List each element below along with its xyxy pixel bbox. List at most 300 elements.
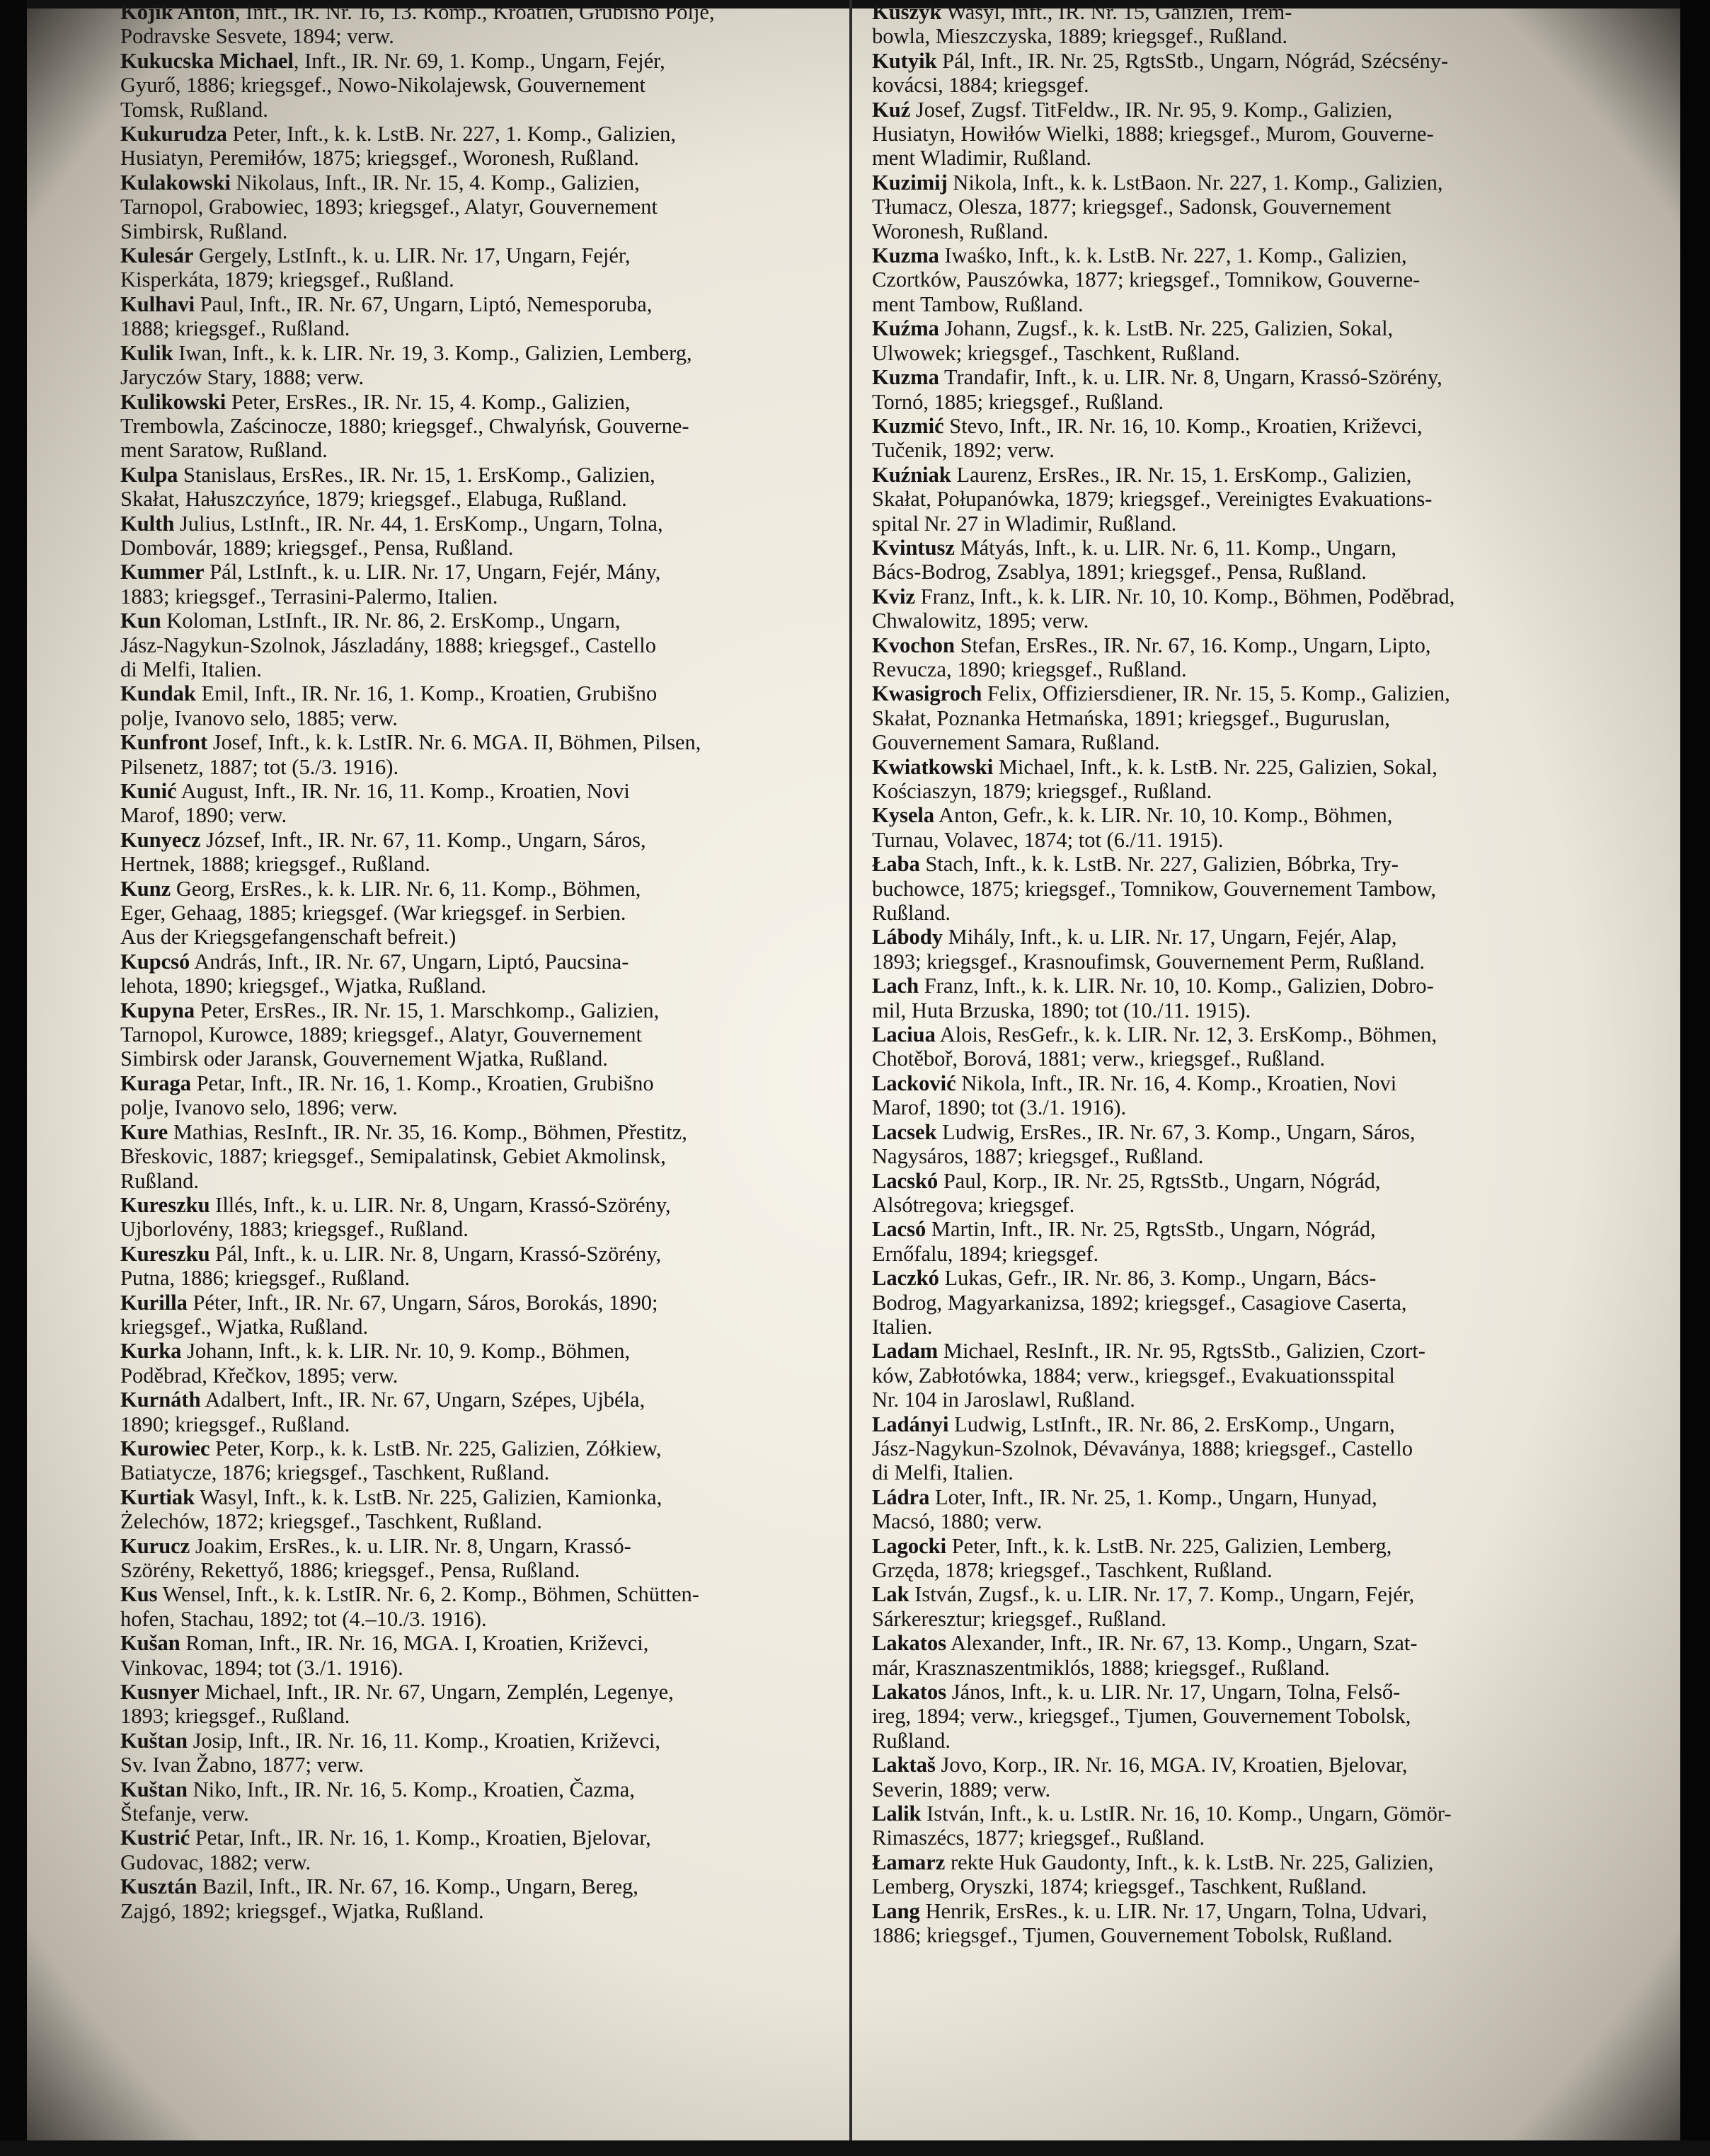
entry-surname: Kundak	[120, 681, 196, 706]
entry-surname: Kusztán	[120, 1874, 197, 1899]
entry-details: Trandafir, Inft., k. u. LIR. Nr. 8, Ungarn, Krassó-Szörény,	[939, 365, 1442, 390]
entry-surname: Kunz	[120, 876, 171, 901]
entry-surname: Kusnyer	[120, 1680, 200, 1705]
entry-details: Stevo, Inft., IR. Nr. 16, 10. Komp., Kroatien, Križevci,	[943, 413, 1423, 438]
entry-surname: Kummer	[120, 560, 205, 584]
entry-surname: Kunfront	[120, 730, 208, 755]
entry-continuation-line: di Melfi, Italien.	[872, 1460, 1014, 1485]
register-entry	[120, 463, 828, 512]
entry-first-line	[872, 1217, 1580, 1242]
entry-continuation-line: Rußland.	[872, 1728, 951, 1753]
entry-continuation-line: Jász-Nagykun-Szolnok, Dévaványa, 1888; kriegsgef., Castello	[872, 1436, 1413, 1460]
entry-surname: Kunyecz	[120, 827, 201, 852]
register-entry	[120, 512, 828, 560]
entry-continuation-line: Hertnek, 1888; kriegsgef., Rußland.	[120, 852, 430, 877]
entry-details: Koloman, LstInft., IR. Nr. 86, 2. ErsKomp., Ungarn,	[161, 609, 621, 633]
entry-first-line	[872, 1582, 1580, 1607]
entry-continuation-line: Nagysáros, 1887; kriegsgef., Rußland.	[872, 1144, 1204, 1169]
entry-continuation-line: 1893; kriegsgef., Rußland.	[120, 1704, 350, 1729]
entry-first-line	[872, 535, 1580, 560]
register-entry	[872, 1339, 1580, 1412]
entry-surname: Laczkó	[872, 1266, 939, 1291]
entry-surname: Kuštan	[120, 1728, 188, 1753]
entry-details: Laurenz, ErsRes., IR. Nr. 15, 1. ErsKomp., Galizien,	[951, 462, 1412, 487]
register-entry	[872, 1582, 1580, 1631]
entry-continuation-line: már, Krasznaszentmiklós, 1888; kriegsgef., Rußland.	[872, 1655, 1330, 1680]
entry-surname: Ládra	[872, 1485, 930, 1509]
entry-surname: Kure	[120, 1119, 168, 1144]
register-entry	[872, 536, 1580, 584]
entry-details: Johann, Zugsf., k. k. LstB. Nr. 225, Galizien, Sokal,	[939, 316, 1394, 341]
entry-details: Peter, ErsRes., IR. Nr. 15, 1. Marschkomp., Galizien,	[195, 998, 660, 1022]
entry-continuation-line: Gouvernement Samara, Rußland.	[872, 730, 1160, 755]
entry-continuation-line: Bács-Bodrog, Zsablya, 1891; kriegsgef., Pensa, Rußland.	[872, 560, 1367, 584]
entry-continuation-line: ment Wladimir, Rußland.	[872, 146, 1091, 171]
entry-first-line	[872, 1339, 1580, 1364]
entry-first-line	[120, 1485, 828, 1509]
entry-details: Josef, Inft., k. k. LstIR. Nr. 6. MGA. II, Böhmen, Pilsen,	[207, 730, 701, 755]
register-entry	[120, 390, 828, 463]
entry-surname: Kurucz	[120, 1533, 190, 1558]
entry-continuation-line: Turnau, Volavec, 1874; tot (6./11. 1915).	[872, 827, 1224, 852]
entry-continuation-line: bowla, Mieszczyska, 1889; kriegsgef., Rußland.	[872, 24, 1287, 49]
entry-details: Josip, Inft., IR. Nr. 16, 11. Komp., Kroatien, Križevci,	[187, 1728, 661, 1753]
entry-surname: Kulesár	[120, 243, 194, 268]
entry-continuation-line: Tarnopol, Kurowce, 1889; kriegsgef., Alatyr, Gouvernement	[120, 1022, 642, 1047]
entry-first-line	[120, 48, 828, 73]
entry-surname: Kureszku	[120, 1192, 210, 1217]
entry-surname: Lacsó	[872, 1217, 926, 1242]
entry-first-line	[872, 48, 1580, 73]
entry-surname: Kulakowski	[120, 170, 231, 195]
entry-details: Lukas, Gefr., IR. Nr. 86, 3. Komp., Ungarn, Bács-	[939, 1266, 1377, 1291]
entry-surname: Kulpa	[120, 462, 178, 487]
register-entry	[120, 1534, 828, 1583]
entry-surname: Kuszyk	[872, 0, 942, 24]
entry-surname: Kukurudza	[120, 122, 227, 146]
entry-surname: Kus	[120, 1582, 158, 1607]
entry-surname: Kulhavi	[120, 292, 195, 316]
register-entry	[872, 1412, 1580, 1485]
entry-surname: Laciua	[872, 1022, 936, 1047]
register-entry	[120, 0, 828, 49]
entry-continuation-line: ireg, 1894; verw., kriegsgef., Tjumen, Gouvernement Tobolsk,	[872, 1704, 1411, 1729]
entry-first-line	[120, 511, 828, 536]
entry-first-line	[872, 170, 1580, 195]
entry-details: Adalbert, Inft., IR. Nr. 67, Ungarn, Szépes, Ujbéla,	[200, 1388, 645, 1412]
entry-continuation-line: Żelechów, 1872; kriegsgef., Taschkent, Rußland.	[120, 1509, 542, 1534]
entry-continuation-line: Marof, 1890; tot (3./1. 1916).	[872, 1095, 1127, 1120]
register-entry	[872, 1631, 1580, 1680]
entry-surname: Kuzma	[872, 243, 939, 268]
entry-details: Stach, Inft., k. k. LstB. Nr. 227, Galizien, Bóbrka, Try-	[919, 852, 1399, 877]
entry-details: István, Inft., k. u. LstIR. Nr. 16, 10. Komp., Ungarn, Gömör-	[921, 1802, 1452, 1826]
entry-first-line	[872, 754, 1580, 779]
entry-details: Péter, Inft., IR. Nr. 67, Ungarn, Sáros, Borokás, 1890;	[187, 1290, 658, 1315]
entry-details: Johann, Inft., k. k. LIR. Nr. 10, 9. Komp., Böhmen,	[181, 1339, 631, 1364]
register-entry	[120, 1071, 828, 1120]
entry-first-line	[120, 1436, 828, 1460]
register-entry	[872, 633, 1580, 682]
entry-first-line	[120, 1874, 828, 1899]
entry-continuation-line: 1890; kriegsgef., Rußland.	[120, 1412, 350, 1436]
register-entry	[872, 1217, 1580, 1266]
register-entry	[120, 1242, 828, 1291]
entry-details: Stefan, ErsRes., IR. Nr. 67, 16. Komp., Ungarn, Lipto,	[954, 633, 1431, 657]
entry-first-line	[872, 1266, 1580, 1291]
entry-first-line	[872, 316, 1580, 341]
entry-continuation-line: Ulwowek; kriegsgef., Taschkent, Rußland.	[872, 340, 1240, 365]
entry-first-line	[872, 1412, 1580, 1436]
entry-first-line	[872, 1071, 1580, 1095]
entry-first-line	[872, 1022, 1580, 1047]
entry-surname: Kulik	[120, 340, 173, 365]
entry-continuation-line: Sv. Ivan Žabno, 1877; verw.	[120, 1753, 365, 1777]
entry-details: Michael, Inft., k. k. LstB. Nr. 225, Galizien, Sokal,	[993, 754, 1438, 779]
entry-continuation-line: Tłumacz, Olesza, 1877; kriegsgef., Sadonsk, Gouvernement	[872, 195, 1391, 219]
entry-first-line	[120, 1388, 828, 1412]
entry-details: Josef, Zugsf. TitFeldw., IR. Nr. 95, 9. Komp., Galizien,	[910, 97, 1393, 122]
entry-first-line	[120, 170, 828, 195]
entry-surname: Kušan	[120, 1631, 180, 1656]
register-entry	[872, 98, 1580, 171]
entry-details: Ludwig, LstInft., IR. Nr. 86, 2. ErsKomp., Ungarn,	[948, 1412, 1395, 1436]
entry-continuation-line: Podravske Sesvete, 1894; verw.	[120, 24, 394, 49]
entry-details: Michael, Inft., IR. Nr. 67, Ungarn, Zemplén, Legenye,	[199, 1680, 674, 1705]
entry-details: Iwaśko, Inft., k. k. LstB. Nr. 227, 1. Komp., Galizien,	[939, 243, 1407, 268]
entry-first-line	[120, 1631, 828, 1656]
register-entry	[120, 1582, 828, 1631]
entry-surname: Kojik Anton	[120, 0, 235, 24]
register-entry	[120, 1193, 828, 1242]
entry-first-line	[120, 1533, 828, 1558]
entry-details: Loter, Inft., IR. Nr. 25, 1. Komp., Ungarn, Hunyad,	[929, 1485, 1377, 1509]
entry-details: Jovo, Korp., IR. Nr. 16, MGA. IV, Kroatien, Bjelovar,	[935, 1753, 1408, 1777]
register-entry	[120, 1777, 828, 1826]
entry-details: Niko, Inft., IR. Nr. 16, 5. Komp., Kroatien, Čazma,	[187, 1777, 635, 1802]
entry-first-line	[872, 1850, 1580, 1874]
entry-continuation-line: Batiatycze, 1876; kriegsgef., Taschkent, Rußland.	[120, 1460, 550, 1485]
entry-surname: Kuzimij	[872, 170, 948, 195]
entry-surname: Kulth	[120, 511, 175, 536]
register-entry	[872, 316, 1580, 365]
entry-surname: Kuźma	[872, 316, 939, 341]
entry-details: Mátyás, Inft., k. u. LIR. Nr. 6, 11. Komp., Ungarn,	[954, 535, 1396, 560]
entry-first-line	[120, 243, 828, 268]
entry-surname: Kwiatkowski	[872, 754, 994, 779]
entry-continuation-line: Tarnopol, Grabowiec, 1893; kriegsgef., Alatyr, Gouvernement	[120, 195, 658, 219]
entry-surname: Kulikowski	[120, 389, 226, 414]
entry-surname: Kwasigroch	[872, 681, 982, 706]
entry-continuation-line: spital Nr. 27 in Wladimir, Rußland.	[872, 511, 1177, 536]
entry-first-line	[120, 998, 828, 1022]
entry-surname: Kukucska Michael	[120, 48, 294, 73]
entry-first-line	[120, 609, 828, 633]
entry-first-line	[120, 389, 828, 414]
entry-continuation-line: Dombovár, 1889; kriegsgef., Pensa, Rußland.	[120, 535, 514, 560]
entry-details: Bazil, Inft., IR. Nr. 67, 16. Komp., Ungarn, Bereg,	[197, 1874, 638, 1899]
entry-continuation-line: kriegsgef., Wjatka, Rußland.	[120, 1314, 369, 1339]
entry-first-line	[872, 584, 1580, 609]
entry-first-line	[872, 1680, 1580, 1705]
entry-surname: Kun	[120, 609, 161, 633]
entry-continuation-line: Gyurő, 1886; kriegsgef., Nowo-Nikolajewsk, Gouvernement	[120, 73, 646, 98]
register-entry	[120, 1291, 828, 1339]
entry-first-line	[872, 97, 1580, 122]
entry-continuation-line: 1886; kriegsgef., Tjumen, Gouvernement Tobolsk, Rußland.	[872, 1923, 1393, 1948]
register-entry	[872, 1850, 1580, 1899]
entry-details: Stanislaus, ErsRes., IR. Nr. 15, 1. ErsKomp., Galizien,	[178, 462, 655, 487]
entry-continuation-line: Ujborlovény, 1883; kriegsgef., Rußland.	[120, 1217, 469, 1242]
entry-first-line	[120, 1582, 828, 1607]
entry-details: Franz, Inft., k. k. LIR. Nr. 10, 10. Komp., Böhmen, Poděbrad,	[915, 584, 1455, 609]
entry-details: Georg, ErsRes., k. k. LIR. Nr. 6, 11. Komp., Böhmen,	[171, 876, 641, 901]
entry-details: Petar, Inft., IR. Nr. 16, 1. Komp., Kroatien, Bjelovar,	[190, 1826, 651, 1850]
entry-surname: Lalik	[872, 1802, 922, 1826]
entry-surname: Kureszku	[120, 1241, 210, 1266]
register-entry	[872, 852, 1580, 925]
register-entry	[872, 1266, 1580, 1339]
entry-details: Joakim, ErsRes., k. u. LIR. Nr. 8, Ungarn, Krassó-	[190, 1533, 631, 1558]
entry-first-line	[872, 462, 1580, 487]
register-entry	[872, 1753, 1580, 1802]
register-entry	[872, 681, 1580, 754]
register-entry	[120, 998, 828, 1071]
entry-surname: Ladam	[872, 1339, 939, 1364]
entry-continuation-line: Alsótregova; kriegsgef.	[872, 1192, 1075, 1217]
entry-surname: Lagocki	[872, 1533, 947, 1558]
entry-surname: Ladányi	[872, 1412, 949, 1436]
entry-continuation-line: Husiatyn, Howiłów Wielki, 1888; kriegsgef., Murom, Gouverne-	[872, 122, 1434, 146]
entry-details: Peter, Inft., k. k. LstB. Nr. 227, 1. Komp., Galizien,	[226, 122, 676, 146]
register-entry	[872, 1534, 1580, 1583]
register-entry	[872, 463, 1580, 536]
entry-details: August, Inft., IR. Nr. 16, 11. Komp., Kroatien, Novi	[176, 779, 630, 803]
entry-details: Anton, Gefr., k. k. LIR. Nr. 10, 10. Komp., Böhmen,	[934, 803, 1393, 828]
entry-continuation-line: Sárkeresztur; kriegsgef., Rußland.	[872, 1606, 1166, 1631]
register-entry	[872, 1169, 1580, 1218]
entry-details: Henrik, ErsRes., k. u. LIR. Nr. 17, Ungarn, Tolna, Udvari,	[919, 1898, 1428, 1923]
entry-details: Julius, LstInft., IR. Nr. 44, 1. ErsKomp., Ungarn, Tolna,	[174, 511, 663, 536]
entry-continuation-line: Lemberg, Oryszki, 1874; kriegsgef., Taschkent, Rußland.	[872, 1874, 1367, 1899]
entry-continuation-line: Tornó, 1885; kriegsgef., Rußland.	[872, 389, 1164, 414]
entry-surname: Kurka	[120, 1339, 182, 1364]
entry-continuation-line: 1888; kriegsgef., Rußland.	[120, 316, 350, 341]
entry-surname: Kunić	[120, 779, 177, 803]
register-entry	[872, 243, 1580, 316]
entry-surname: Kutyik	[872, 48, 937, 73]
entry-first-line	[120, 122, 828, 146]
entry-continuation-line: Eger, Gehaag, 1885; kriegsgef. (War kriegsgef. in Serbien.	[120, 901, 626, 926]
entry-first-line	[872, 1753, 1580, 1777]
entry-continuation-line: Simbirsk oder Jaransk, Gouvernement Wjatka, Rußland.	[120, 1047, 608, 1071]
entry-continuation-line: Aus der Kriegsgefangenschaft befreit.)	[120, 925, 457, 950]
entry-first-line	[872, 803, 1580, 828]
register-entry	[120, 341, 828, 390]
register-entry	[120, 877, 828, 950]
entry-continuation-line: Vinkovac, 1894; tot (3./1. 1916).	[120, 1655, 403, 1680]
entry-details: István, Zugsf., k. u. LIR. Nr. 17, 7. Komp., Ungarn, Fejér,	[909, 1582, 1415, 1607]
entry-continuation-line: ków, Zabłotówka, 1884; verw., kriegsgef., Evakuationsspital	[872, 1363, 1395, 1388]
entry-continuation-line: Marof, 1890; verw.	[120, 803, 287, 828]
entry-continuation-line: polje, Ivanovo selo, 1896; verw.	[120, 1095, 398, 1120]
entry-continuation-line: Husiatyn, Peremiłów, 1875; kriegsgef., Woronesh, Rußland.	[120, 146, 639, 171]
entry-details: Pál, LstInft., k. u. LIR. Nr. 17, Ungarn, Fejér, Mány,	[204, 560, 661, 584]
entry-continuation-line: lehota, 1890; kriegsgef., Wjatka, Rußland.	[120, 974, 486, 998]
register-entry	[872, 1071, 1580, 1120]
entry-first-line	[120, 1339, 828, 1364]
entry-details: Pál, Inft., IR. Nr. 25, RgtsStb., Ungarn, Nógrád, Szécsény-	[936, 48, 1449, 73]
entry-first-line	[120, 1826, 828, 1850]
entry-continuation-line: Skałat, Poznanka Hetmańska, 1891; kriegsgef., Buguruslan,	[872, 705, 1390, 730]
entry-first-line	[872, 413, 1580, 438]
entry-first-line	[120, 827, 828, 852]
entry-first-line	[872, 1485, 1580, 1509]
entry-surname: Lak	[872, 1582, 909, 1607]
entry-surname: Lach	[872, 974, 919, 998]
register-entry	[120, 1680, 828, 1729]
entry-details: Martin, Inft., IR. Nr. 25, RgtsStb., Ungarn, Nógrád,	[926, 1217, 1376, 1242]
entry-continuation-line: Simbirsk, Rußland.	[120, 219, 288, 243]
entry-continuation-line: buchowce, 1875; kriegsgef., Tomnikow, Gouvernement Tambow,	[872, 876, 1437, 901]
register-entry	[120, 950, 828, 998]
entry-surname: Lacskó	[872, 1168, 939, 1193]
entry-details: Nikola, Inft., k. k. LstBaon. Nr. 227, 1. Komp., Galizien,	[947, 170, 1443, 195]
entry-continuation-line: 1883; kriegsgef., Terrasini-Palermo, Italien.	[120, 584, 498, 609]
entry-surname: Kuź	[872, 97, 911, 122]
register-entry	[872, 974, 1580, 1022]
entry-surname: Kuźniak	[872, 462, 951, 487]
entry-first-line	[120, 560, 828, 584]
entry-continuation-line: Zajgó, 1892; kriegsgef., Wjatka, Rußland.	[120, 1898, 484, 1923]
entry-continuation-line: polje, Ivanovo selo, 1885; verw.	[120, 705, 398, 730]
entry-surname: Kuraga	[120, 1071, 191, 1095]
entry-first-line	[120, 1119, 828, 1144]
register-entry	[120, 681, 828, 730]
entry-surname: Lacsek	[872, 1119, 937, 1144]
register-entry	[120, 730, 828, 779]
entry-first-line	[120, 1241, 828, 1266]
entry-details: Wasyl, Inft., k. k. LstB. Nr. 225, Galizien, Kamionka,	[195, 1485, 662, 1509]
scan-edge-left	[0, 0, 27, 2156]
entry-details: Nikolaus, Inft., IR. Nr. 15, 4. Komp., Galizien,	[230, 170, 640, 195]
entry-first-line	[872, 633, 1580, 657]
entry-surname: Łamarz	[872, 1850, 946, 1874]
register-entry	[872, 1680, 1580, 1753]
entry-continuation-line: Macsó, 1880; verw.	[872, 1509, 1043, 1534]
register-entry	[872, 803, 1580, 852]
register-entry	[120, 243, 828, 292]
entry-details: Illés, Inft., k. u. LIR. Nr. 8, Ungarn, Krassó-Szörény,	[210, 1192, 671, 1217]
register-entry	[120, 1388, 828, 1436]
register-entry	[872, 414, 1580, 463]
entry-first-line	[120, 0, 828, 24]
entry-details: Emil, Inft., IR. Nr. 16, 1. Komp., Kroatien, Grubišno	[195, 681, 658, 706]
entry-continuation-line: Grzęda, 1878; kriegsgef., Taschkent, Rußland.	[872, 1558, 1273, 1582]
entry-details: Nikola, Inft., IR. Nr. 16, 4. Komp., Kroatien, Novi	[956, 1071, 1397, 1095]
entry-details: , Inft., IR. Nr. 16, 13. Komp., Kroatien, Grubišno Polje,	[234, 0, 715, 24]
entry-continuation-line: Poděbrad, Křečkov, 1895; verw.	[120, 1363, 398, 1388]
register-entry	[120, 609, 828, 681]
right-column	[872, 0, 1580, 2156]
register-entry	[120, 1339, 828, 1388]
entry-first-line	[872, 925, 1580, 950]
entry-continuation-line: Rimaszécs, 1877; kriegsgef., Rußland.	[872, 1826, 1205, 1850]
register-entry	[872, 171, 1580, 243]
entry-first-line	[120, 1728, 828, 1753]
entry-surname: Kurnáth	[120, 1388, 201, 1412]
entry-first-line	[872, 365, 1580, 390]
entry-first-line	[872, 681, 1580, 706]
register-entry	[120, 1485, 828, 1534]
entry-continuation-line: Jaryczów Stary, 1888; verw.	[120, 365, 365, 390]
register-entry	[872, 1120, 1580, 1169]
entry-details: András, Inft., IR. Nr. 67, Ungarn, Liptó, Paucsina-	[190, 949, 629, 974]
entry-details: Ludwig, ErsRes., IR. Nr. 67, 3. Komp., Ungarn, Sáros,	[936, 1119, 1416, 1144]
entry-first-line	[120, 1192, 828, 1217]
entry-surname: Kuzma	[872, 365, 939, 390]
entry-first-line	[120, 1071, 828, 1095]
entry-continuation-line: Trembowla, Zaścinocze, 1880; kriegsgef., Chwalyńsk, Gouverne-	[120, 413, 689, 438]
entry-first-line	[120, 1290, 828, 1315]
column-divider	[849, 0, 852, 2156]
left-column	[120, 0, 828, 2156]
entry-first-line	[120, 292, 828, 316]
entry-continuation-line: Szörény, Rekettyő, 1886; kriegsgef., Pensa, Rußland.	[120, 1558, 580, 1582]
entry-surname: Kupyna	[120, 998, 195, 1022]
entry-details: József, Inft., IR. Nr. 67, 11. Komp., Ungarn, Sáros,	[200, 827, 646, 852]
register-entry	[872, 755, 1580, 804]
entry-surname: Kvochon	[872, 633, 955, 657]
entry-first-line	[120, 876, 828, 901]
entry-details: Peter, Korp., k. k. LstB. Nr. 225, Galizien, Zółkiew,	[210, 1436, 662, 1460]
entry-surname: Kviz	[872, 584, 915, 609]
entry-surname: Kupcsó	[120, 949, 190, 974]
entry-continuation-line: Břeskovic, 1887; kriegsgef., Semipalatinsk, Gebiet Akmolinsk,	[120, 1144, 666, 1169]
register-entry	[120, 828, 828, 877]
entry-first-line	[120, 730, 828, 755]
entry-details: , Inft., IR. Nr. 69, 1. Komp., Ungarn, Fejér,	[293, 48, 665, 73]
entry-first-line	[120, 1777, 828, 1802]
entry-surname: Kurilla	[120, 1290, 188, 1315]
entry-first-line	[872, 1533, 1580, 1558]
entry-continuation-line: Kisperkáta, 1879; kriegsgef., Rußland.	[120, 267, 454, 292]
entry-continuation-line: hofen, Stachau, 1892; tot (4.–10./3. 1916).	[120, 1606, 487, 1631]
scan-edge-right	[1680, 0, 1710, 2156]
entry-continuation-line: ment Saratow, Rußland.	[120, 438, 328, 463]
entry-continuation-line: mil, Huta Brzuska, 1890; tot (10./11. 1915).	[872, 998, 1251, 1022]
entry-continuation-line: Jász-Nagykun-Szolnok, Jászladány, 1888; kriegsgef., Castello	[120, 633, 656, 657]
entry-first-line	[872, 974, 1580, 998]
entry-details: Peter, Inft., k. k. LstB. Nr. 225, Galizien, Lemberg,	[946, 1533, 1392, 1558]
entry-first-line	[872, 1168, 1580, 1193]
entry-surname: Lang	[872, 1898, 920, 1923]
entry-details: János, Inft., k. u. LIR. Nr. 17, Ungarn, Tolna, Felső-	[946, 1680, 1401, 1705]
entry-first-line	[120, 949, 828, 974]
entry-details: Paul, Korp., IR. Nr. 25, RgtsStb., Ungarn, Nógrád,	[938, 1168, 1381, 1193]
entry-details: Alexander, Inft., IR. Nr. 67, 13. Komp., Ungarn, Szat-	[946, 1631, 1418, 1656]
entry-surname: Kurtiak	[120, 1485, 195, 1509]
entry-continuation-line: Tučenik, 1892; verw.	[872, 438, 1055, 463]
entry-first-line	[120, 1680, 828, 1705]
entry-surname: Lábody	[872, 925, 943, 950]
register-entry	[872, 925, 1580, 974]
register-entry	[120, 1826, 828, 1874]
entry-surname: Lakatos	[872, 1680, 947, 1705]
entry-details: Alois, ResGefr., k. k. LIR. Nr. 12, 3. ErsKomp., Böhmen,	[935, 1022, 1438, 1047]
entry-continuation-line: Gudovac, 1882; verw.	[120, 1850, 311, 1874]
entry-surname: Kysela	[872, 803, 935, 828]
